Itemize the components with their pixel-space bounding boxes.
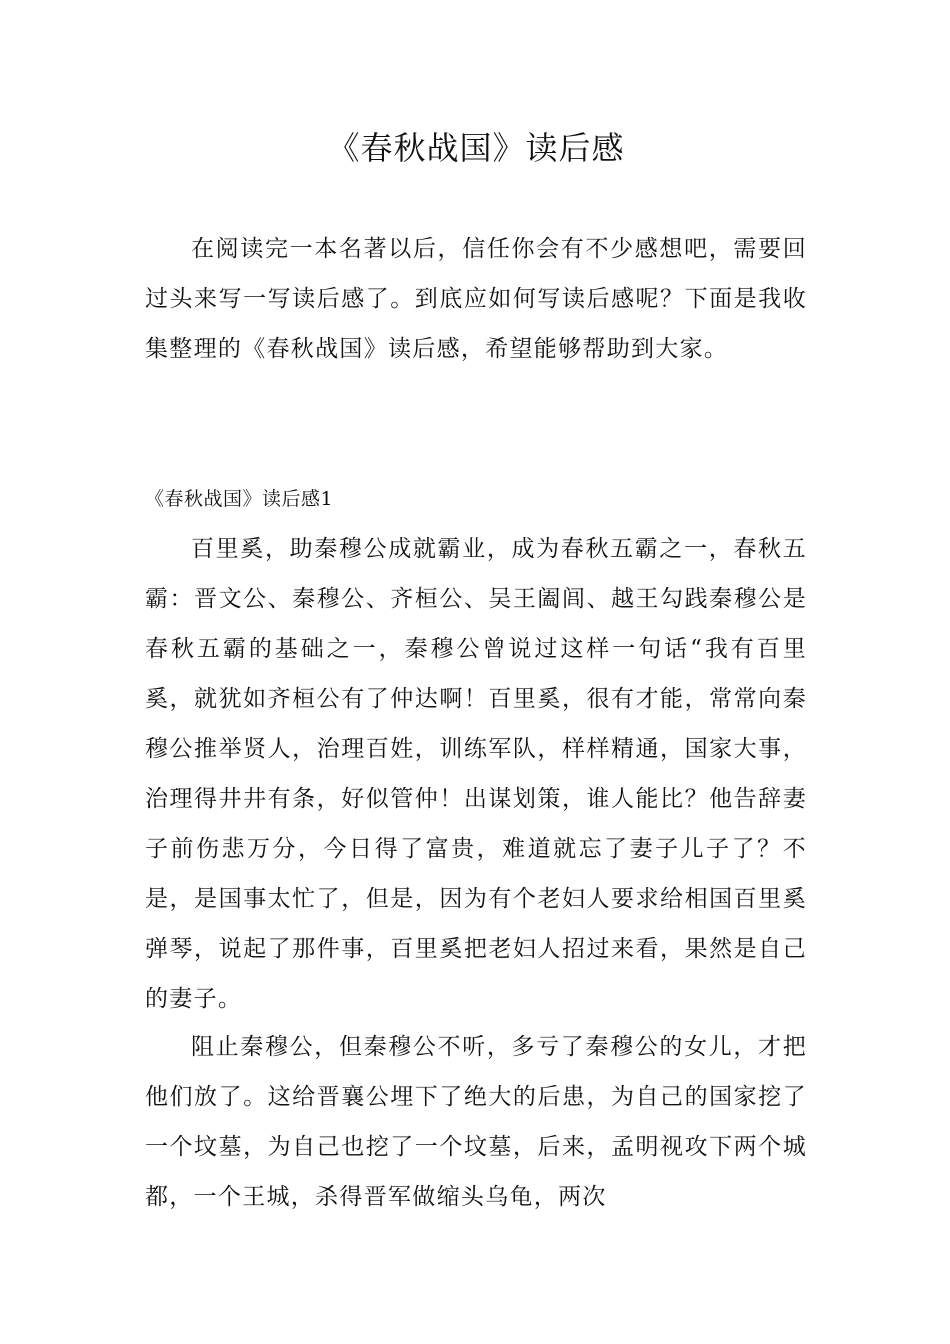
intro-paragraph: 在阅读完一本名著以后，信任你会有不少感想吧，需要回过头来写一写读后感了。到底应如何写读后感呢？下面是我收集整理的《春秋战国》读后感，希望能够帮助到大家。 (145, 236, 807, 362)
body-paragraph-2: 阻止秦穆公，但秦穆公不听，多亏了秦穆公的女儿，才把他们放了。这给晋襄公埋下了绝大的后患，为自己的国家挖了一个坟墓，为自己也挖了一个坟墓，后来，孟明视攻下两个城都，一个王城，杀得晋军做缩头乌龟，两次 (145, 1034, 807, 1210)
document-title: 《春秋战国》读后感 (327, 129, 625, 167)
section-heading: 《春秋战国》读后感1 (145, 488, 334, 510)
body-paragraph-1: 百里奚，助秦穆公成就霸业，成为春秋五霸之一，春秋五霸：晋文公、秦穆公、齐桓公、吴王阖闾、越王勾践秦穆公是春秋五霸的基础之一，秦穆公曾说过这样一句话“我有百里奚，就犹如齐桓公有了仲达啊！百里奚，很有才能，常常向秦穆公推举贤人，治理百姓，训练军队，样样精通，国家大事，治理得井井有条，好似管仲！出谋划策，谁人能比？他告辞妻子前伤悲万分，今日得了富贵，难道就忘了妻子儿子了？不是，是国事太忙了，但是，因为有个老妇人要求给相国百里奚弹琴，说起了那件事，百里奚把老妇人招过来看，果然是自己的妻子。 (145, 536, 807, 1012)
